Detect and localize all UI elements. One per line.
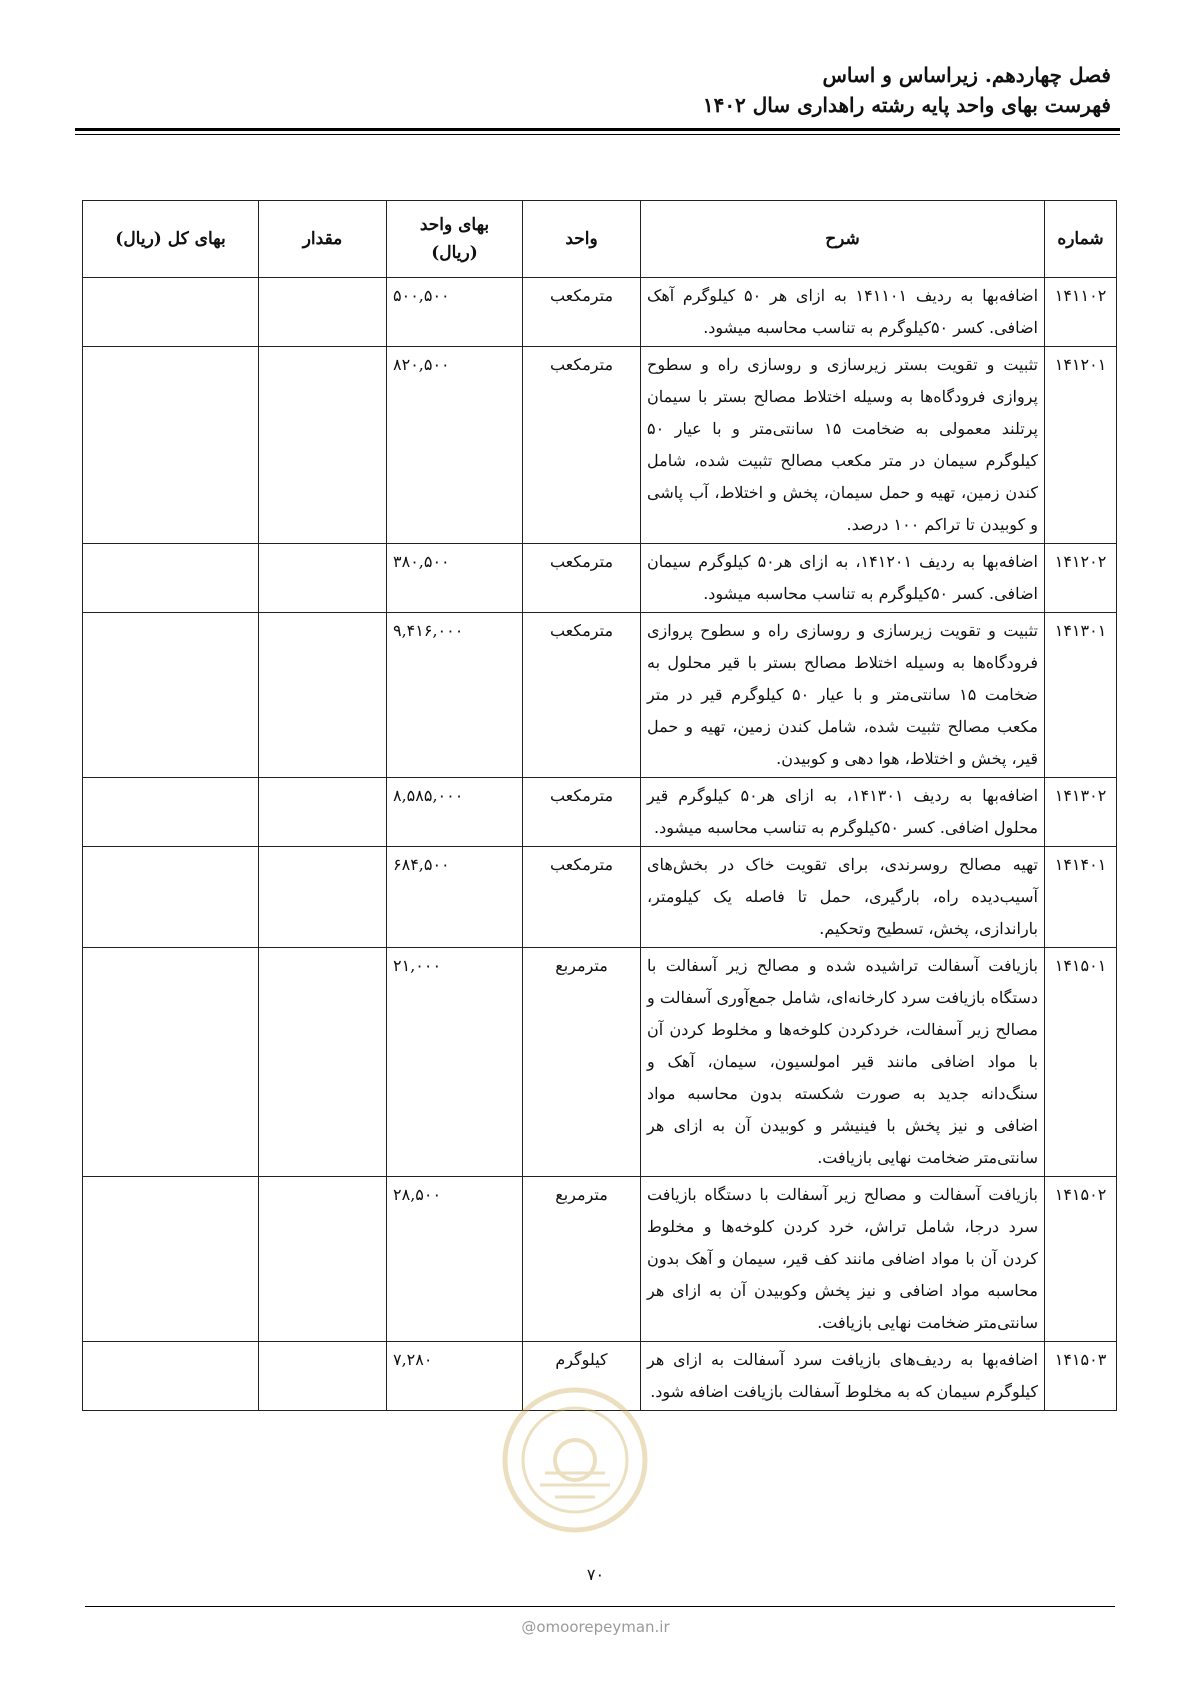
row-description: بازیافت آسفالت تراشیده شده و مصالح زیر آسفالت با دستگاه بازیافت سرد کارخانه‌ای، شامل جمع‌آوری آسفالت و مصالح زیر آسفالت، خردکردن کلوخه‌ها و مخلوط کردن آن با مواد اضافی مانند قیر امولسیون، سیمان، آهک و سنگ‌دانه جدید به صورت شکسته بدون محاسبه مواد اضافی و نیز پخش با فینیشر و کوبیدن آن به ازای هر سانتی‌متر ضخامت نهایی بازیافت.: [641, 948, 1045, 1177]
row-total-price: [83, 278, 259, 347]
header-quantity: مقدار: [259, 201, 387, 278]
header-rule-thick: [75, 128, 1120, 131]
row-quantity: [259, 347, 387, 544]
row-code: ۱۴۱۲۰۲: [1045, 544, 1117, 613]
row-code: ۱۴۱۵۰۱: [1045, 948, 1117, 1177]
table-row: [83, 278, 1117, 347]
row-code: ۱۴۱۳۰۲: [1045, 778, 1117, 847]
table-row: [83, 778, 1117, 847]
row-code: ۱۴۱۲۰۱: [1045, 347, 1117, 544]
row-unit: مترمکعب: [523, 778, 641, 847]
header-unit-price: [387, 201, 523, 278]
row-total-price: [83, 347, 259, 544]
row-description: تثبیت و تقویت بستر زیرسازی و روسازی راه و سطوح پروازی فرودگاه‌ها به وسیله اختلاط مصالح بستر با سیمان پرتلند معمولی به ضخامت ۱۵ سانتی‌متر و با عیار ۵۰ کیلوگرم سیمان در متر مکعب مصالح تثبیت شده، شامل کندن زمین، تهیه و حمل سیمان، پخش و اختلاط، آب پاشی و کوبیدن تا تراکم ۱۰۰ درصد.: [641, 347, 1045, 544]
footer-site-handle: @omoorepeyman.ir: [521, 1618, 670, 1636]
row-total-price: [83, 948, 259, 1177]
row-total-price: [83, 1342, 259, 1411]
price-list-table: [82, 200, 1117, 1411]
footer-rule: [85, 1606, 1115, 1607]
row-total-price: [83, 1177, 259, 1342]
row-code: ۱۴۱۴۰۱: [1045, 847, 1117, 948]
table-row: [83, 1342, 1117, 1411]
table-row: [83, 347, 1117, 544]
table-row: [83, 847, 1117, 948]
row-unit-price: ۲۸,۵۰۰: [387, 1177, 523, 1342]
row-description: تثبیت و تقویت زیرسازی و روسازی راه و سطوح پروازی فرودگاه‌ها به وسیله اختلاط مصالح بستر با قیر محلول به ضخامت ۱۵ سانتی‌متر و با عیار ۵۰ کیلوگرم قیر در متر مکعب مصالح تثبیت شده، شامل کندن زمین، تهیه و حمل قیر، پخش و اختلاط، هوا دهی و کوبیدن.: [641, 613, 1045, 778]
row-unit: مترمکعب: [523, 544, 641, 613]
row-quantity: [259, 544, 387, 613]
row-unit: مترمکعب: [523, 278, 641, 347]
row-total-price: [83, 778, 259, 847]
table-row: [83, 613, 1117, 778]
row-unit-price: ۷,۲۸۰: [387, 1342, 523, 1411]
row-unit-price: ۶۸۴,۵۰۰: [387, 847, 523, 948]
row-description: بازیافت آسفالت و مصالح زیر آسفالت با دستگاه بازیافت سرد درجا، شامل تراش، خرد کردن کلوخه‌ها و مخلوط کردن آن با مواد اضافی مانند کف قیر، سیمان و آهک بدون محاسبه مواد اضافی و نیز پخش وکوبیدن آن به ازای هر سانتی‌متر ضخامت نهایی بازیافت.: [641, 1177, 1045, 1342]
page-header: [71, 60, 1111, 120]
document-subtitle: فهرست بهای واحد پایه رشته راهداری سال ۱۴۰۲: [702, 93, 1111, 117]
row-quantity: [259, 948, 387, 1177]
row-unit-price: ۸۲۰,۵۰۰: [387, 347, 523, 544]
row-code: ۱۴۱۳۰۱: [1045, 613, 1117, 778]
row-unit: مترمربع: [523, 948, 641, 1177]
table-row: [83, 544, 1117, 613]
row-description: اضافه‌بها به ردیف ۱۴۱۲۰۱، به ازای هر۵۰ کیلوگرم سیمان اضافی. کسر ۵۰کیلوگرم به تناسب محاسبه میشود.: [641, 544, 1045, 613]
row-unit: مترمربع: [523, 1177, 641, 1342]
row-unit-price: ۵۰۰,۵۰۰: [387, 278, 523, 347]
header-description: شرح: [641, 201, 1045, 278]
row-description: اضافه‌بها به ردیف ۱۴۱۱۰۱ به ازای هر ۵۰ کیلوگرم آهک اضافی. کسر ۵۰کیلوگرم به تناسب محاسبه میشود.: [641, 278, 1045, 347]
row-code: ۱۴۱۵۰۳: [1045, 1342, 1117, 1411]
header-total-price: بهای کل (ریال): [83, 201, 259, 278]
row-quantity: [259, 613, 387, 778]
row-unit: کیلوگرم: [523, 1342, 641, 1411]
table-header-row: [83, 201, 1117, 278]
row-total-price: [83, 847, 259, 948]
row-description: اضافه‌بها به ردیف ۱۴۱۳۰۱، به ازای هر۵۰ کیلوگرم قیر محلول اضافی. کسر ۵۰کیلوگرم به تناسب محاسبه میشود.: [641, 778, 1045, 847]
header-unit: واحد: [523, 201, 641, 278]
row-unit: مترمکعب: [523, 347, 641, 544]
row-unit-price: ۲۱,۰۰۰: [387, 948, 523, 1177]
row-quantity: [259, 778, 387, 847]
header-unit-price-currency: (ریال): [431, 243, 478, 263]
table-row: [83, 948, 1117, 1177]
row-unit: مترمکعب: [523, 847, 641, 948]
row-unit-price: ۳۸۰,۵۰۰: [387, 544, 523, 613]
row-unit: مترمکعب: [523, 613, 641, 778]
row-quantity: [259, 1177, 387, 1342]
row-total-price: [83, 544, 259, 613]
row-description: اضافه‌بها به ردیف‌های بازیافت سرد آسفالت به ازای هر کیلوگرم سیمان که به مخلوط آسفالت بازیافت اضافه شود.: [641, 1342, 1045, 1411]
row-quantity: [259, 1342, 387, 1411]
row-code: ۱۴۱۵۰۲: [1045, 1177, 1117, 1342]
row-code: ۱۴۱۱۰۲: [1045, 278, 1117, 347]
row-description: تهیه مصالح روسرندی، برای تقویت خاک در بخش‌های آسیب‌دیده راه، بارگیری، حمل تا فاصله یک کیلومتر، باراندازی، پخش، تسطیح وتحکیم.: [641, 847, 1045, 948]
row-quantity: [259, 278, 387, 347]
row-quantity: [259, 847, 387, 948]
row-total-price: [83, 613, 259, 778]
row-unit-price: ۸,۵۸۵,۰۰۰: [387, 778, 523, 847]
header-code: شماره: [1045, 201, 1117, 278]
header-rule-thin: [75, 134, 1120, 135]
chapter-title: فصل چهاردهم. زیراساس و اساس: [822, 63, 1111, 87]
page-number: ۷۰: [586, 1565, 605, 1584]
table-row: [83, 1177, 1117, 1342]
header-unit-price-label: بهای واحد: [419, 215, 490, 235]
row-unit-price: ۹,۴۱۶,۰۰۰: [387, 613, 523, 778]
